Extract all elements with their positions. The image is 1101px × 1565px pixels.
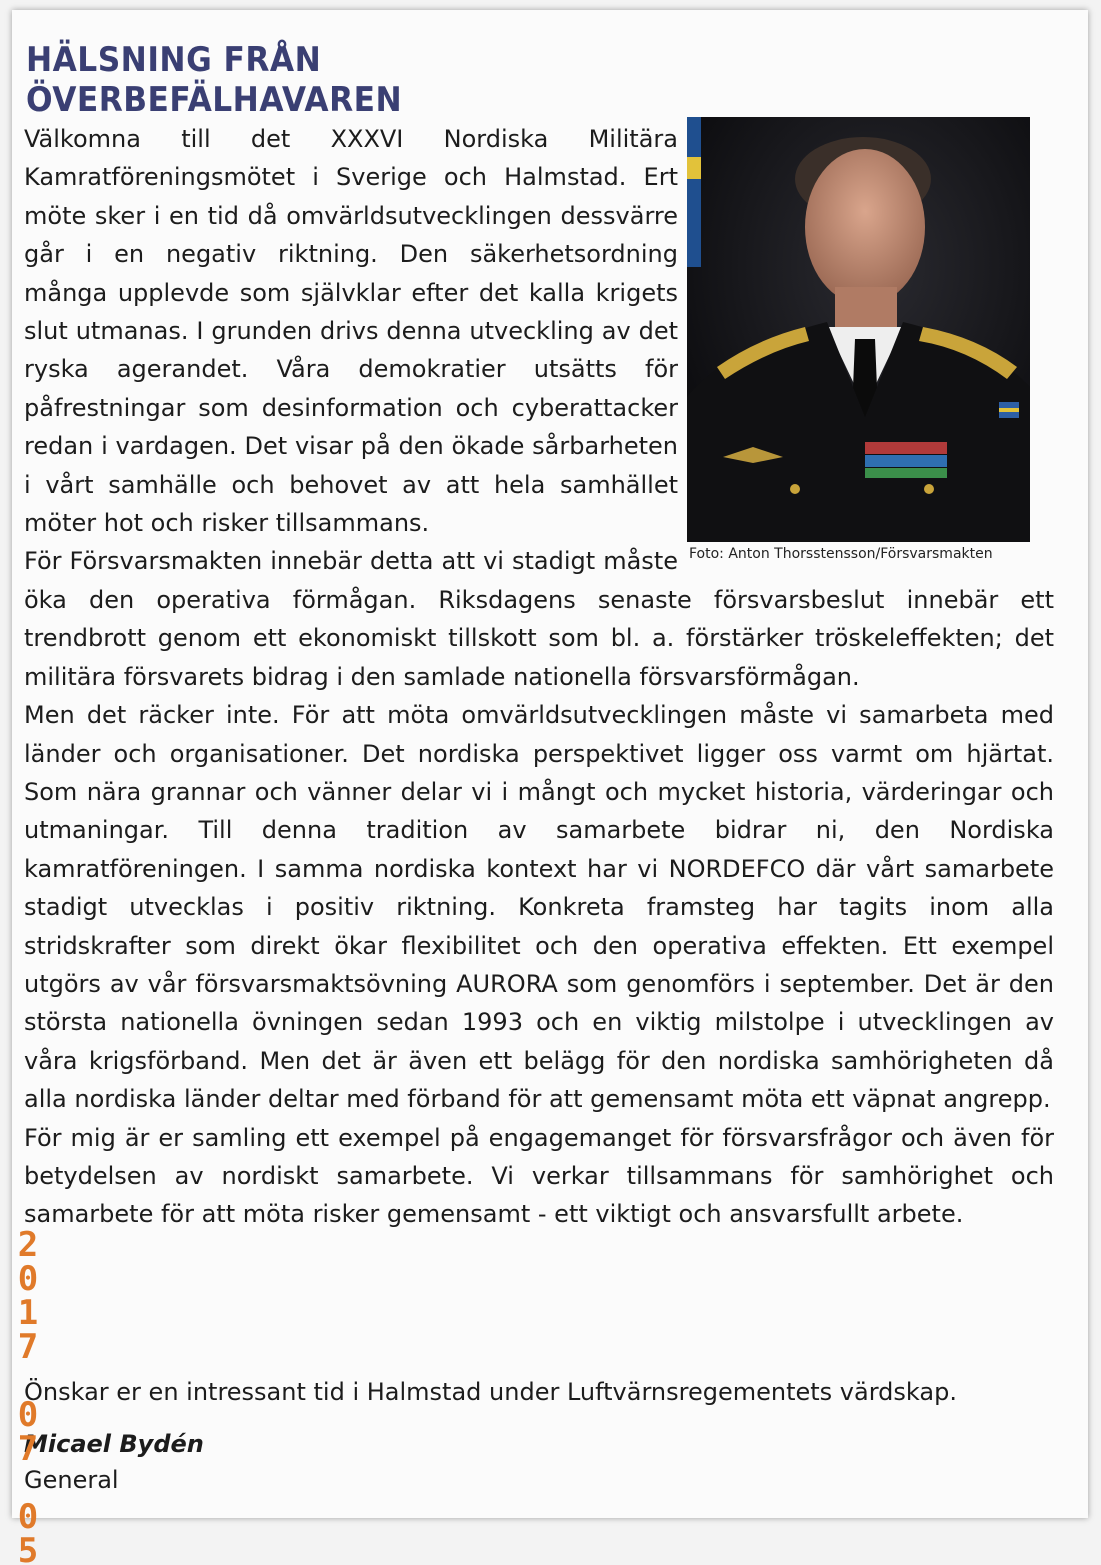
date-stamp: 2017 07 05: [8, 1225, 48, 1565]
paragraph: För mig är er samling ett exempel på engagemanget för försvarsfrågor och även för betydelsen av nordiskt samarbete. Vi verkar tillsammans för samhörighet och samarbete för att möta risker gemensamt - ett viktigt och ansvarsfullt arbete.: [24, 1123, 1054, 1229]
paragraph: Välkomna till det XXXVI Nordiska Militära Kamratföreningsmötet i Sverige och Halmstad. Ert möte sker i en tid då omvärldsutvecklingen dessvärre går i en negativ riktning. Den säkerhetsordning många upplevde som självklar efter det kalla krigets slut utmanas. I grunden drivs denna utveckling av det ryska agerandet. Våra demokratier utsätts för påfrestningar som desinformation och cyberattacker redan i vardagen. Det visar på den ökade sårbarheten i vårt samhälle och behovet av att hela samhället möter hot och risker tillsammans.: [24, 125, 678, 538]
photo-placeholder: [702, 120, 1054, 570]
photo-caption: Foto: Anton Thorsstensson/Försvarsmakten: [689, 546, 993, 562]
paragraph: Men det räcker inte. För att möta omvärldsutvecklingen måste vi samarbeta med länder och organisationer. Det nordiska perspektivet ligger oss varmt om hjärtat. Som nära grannar och vänner delar vi i mångt och mycket historia, värderingar och utmaningar. Till denna tradition av samarbete bidrar ni, den Nordiska kamratföreningen. I samma nordiska kontext har vi NORDEFCO där vårt samarbete stadigt utvecklas i positiv riktning. Konkreta framsteg har tagits inom alla stridskrafter som direkt ökar flexibilitet och den operativa effekten. Ett exempel utgörs av vår försvarsmaktsövning AURORA som genomförs i september. Det är den största nationella övningen sedan 1993 och en viktig milstolpe i utvecklingen av våra krigsförband. Men det är även ett belägg för den nordiska samhörigheten då alla nordiska länder deltar med förband för att gemensamt möta ett väpnat angrepp.: [24, 701, 1054, 1114]
closing-line: Önskar er en intressant tid i Halmstad under Luftvärnsregementets värdskap.: [24, 1378, 957, 1406]
signature-title: General: [24, 1466, 119, 1494]
page-title: HÄLSNING FRÅN ÖVERBEFÄLHAVAREN: [26, 40, 403, 120]
article-body: [24, 120, 1054, 1234]
signature-name: Micael Bydén: [24, 1430, 204, 1458]
paragraph: För Försvarsmakten innebär detta att vi stadigt måste öka den operativa förmågan. Riksdagens senaste försvarsbeslut innebär ett trendbrott genom ett ekonomiskt tillskott som bl. a. förstärker tröskeleffekten; det militära försvarets bidrag i den samlade nationella försvarsförmågan.: [24, 547, 1054, 691]
